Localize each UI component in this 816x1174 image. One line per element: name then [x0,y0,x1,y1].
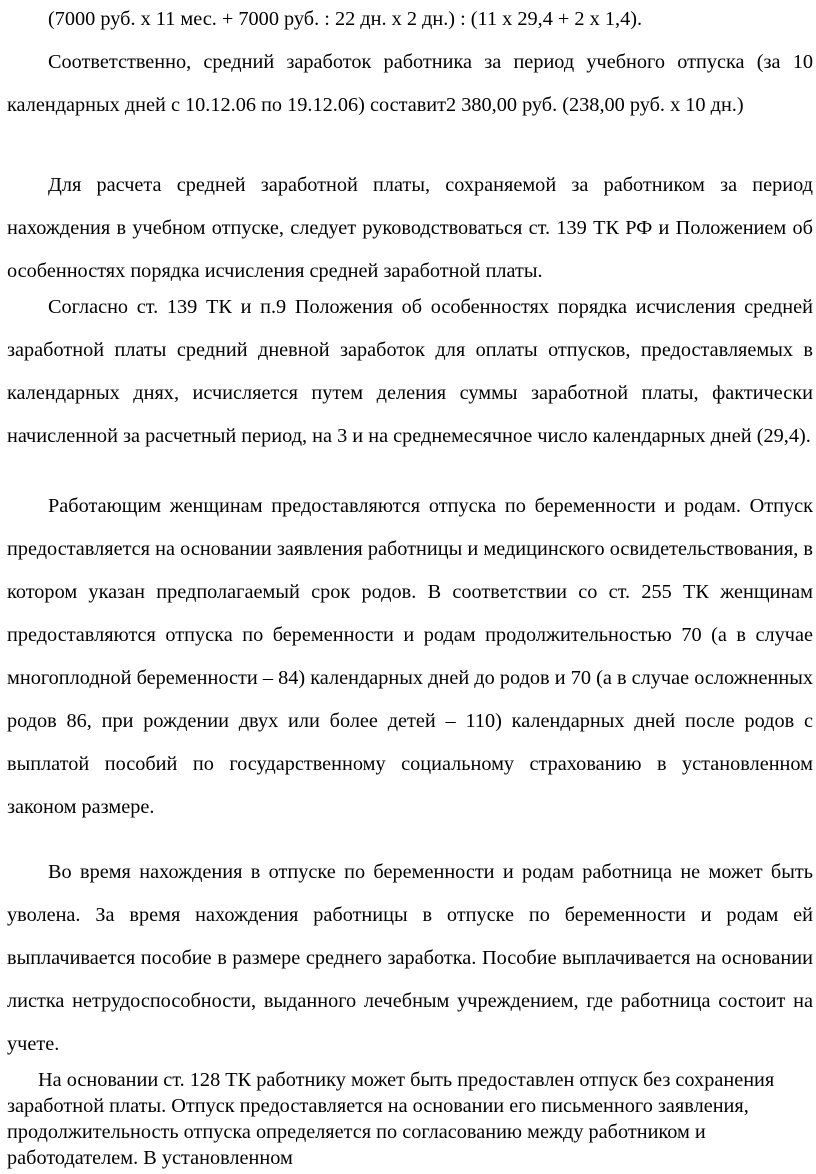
paragraph-block-7 [7,1067,807,1171]
paragraph-4: Согласно ст. 139 ТК и п.9 Положения об особенностях порядка исчисления средней заработной платы средний дневной заработок для оплаты отпусков, предоставляемых в календарных днях, исчисляется путем деления суммы заработной платы, фактически начисленной за расчетный период, на 3 и на среднемесячное число календарных дней (29,4). [7,296,813,447]
paragraph-block-5 [7,485,813,829]
paragraph-block-3 [7,164,813,293]
paragraph-formula [7,0,813,41]
paragraph-block-4 [7,286,813,458]
paragraph-7: На основании ст. 128 ТК работнику может быть предоставлен отпуск без сохранения заработной платы. Отпуск предоставляется на основании его письменного заявления, продолжительность отпуска определяется по согласованию между работником и работодателем. В установленном [7,1069,775,1169]
paragraph-3: Для расчета средней заработной платы, сохраняемой за работником за период нахождения в учебном отпуске, следует руководствоваться ст. 139 ТК РФ и Положением об особенностях порядка исчисления средней заработной платы. [7,174,813,282]
paragraph-5: Работающим женщинам предоставляются отпуска по беременности и родам. Отпуск предоставляется на основании заявления работницы и медицинского освидетельствования, в котором указан предполагаемый срок родов. В соответствии со ст. 255 ТК женщинам предоставляются отпуска по беременности и родам продолжительностью 70 (а в случае многоплодной беременности – 84) календарных дней до родов и 70 (а в случае осложненных родов 86, при рождении двух или более детей – 110) календарных дней после родов с выплатой пособий по государственному социальному страхованию в установленном законом размере. [7,495,813,818]
paragraph-block-2 [7,41,813,127]
paragraph-block-6 [7,851,813,1066]
paragraph-6: Во время нахождения в отпуске по беременности и родам работница не может быть уволена. За время нахождения работницы в отпуске по беременности и родам ей выплачивается пособие в размере среднего заработка. Пособие выплачивается на основании листка нетрудоспособности, выданного лечебным учреждением, где работница состоит на учете. [7,861,813,1055]
paragraph-2: Соответственно, средний заработок работника за период учебного отпуска (за 10 календарных дней с 10.12.06 по 19.12.06) составит2 380,00 руб. (238,00 руб. х 10 дн.) [7,51,813,116]
paragraph-1: (7000 руб. х 11 мес. + 7000 руб. : 22 дн. х 2 дн.) : (11 х 29,4 + 2 х 1,4). [48,8,643,30]
